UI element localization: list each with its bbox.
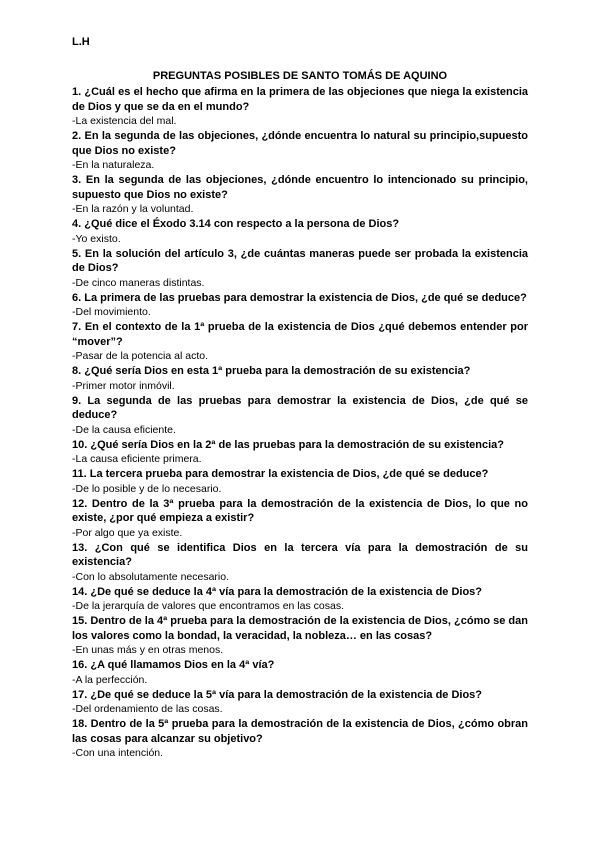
answer-text: -La causa eficiente primera. (72, 453, 202, 465)
question-text: 7. En el contexto de la 1ª prueba de la existencia de Dios ¿qué debemos entender por “mover”? (72, 321, 528, 348)
question-text: 1. ¿Cuál es el hecho que afirma en la primera de las objeciones que niega la existencia de Dios y que se da en el mundo? (72, 86, 528, 113)
qa-item (72, 717, 528, 761)
question-text: 8. ¿Qué sería Dios en esta 1ª prueba para la demostración de su existencia? (72, 365, 471, 377)
question-text: 10. ¿Qué sería Dios en la 2ª de las pruebas para la demostración de su existencia? (72, 438, 505, 451)
answer-text: -La existencia del mal. (72, 115, 177, 127)
question-text: 4. ¿Qué dice el Éxodo 3.14 con respecto a la persona de Dios? (72, 218, 400, 230)
qa-item (72, 438, 528, 468)
qa-item (72, 541, 528, 585)
qa-item (72, 320, 528, 364)
qa-item (72, 467, 528, 497)
qa-item (72, 394, 528, 438)
qa-item (72, 217, 528, 247)
answer-text: -En la naturaleza. (72, 159, 155, 171)
answer-text: -En unas más y en otras menos. (72, 644, 224, 656)
answer-text: -Del movimiento. (72, 306, 151, 318)
question-text: 11. La tercera prueba para demostrar la existencia de Dios, ¿de qué se deduce? (72, 468, 489, 480)
question-text: 18. Dentro de la 5ª prueba para la demostración de la existencia de Dios, ¿cómo obran las cosas para alcanzar su objetivo? (72, 718, 528, 745)
answer-text: -Con una intención. (72, 747, 164, 759)
question-text: 2. En la segunda de las objeciones, ¿dónde encuentra lo natural su principio,supuesto que Dios no existe? (72, 130, 528, 157)
answer-text: -A la perfección. (72, 673, 148, 686)
qa-item (72, 614, 528, 658)
qa-item (72, 173, 528, 217)
answer-text: -De lo posible y de lo necesario. (72, 482, 222, 495)
qa-item (72, 585, 528, 615)
answer-text: -De cinco maneras distintas. (72, 276, 205, 289)
question-text: 12. Dentro de la 3ª prueba para la demostración de la existencia de Dios, lo que no existe, ¿por qué empieza a existir? (72, 497, 528, 524)
author-initials: L.H (72, 36, 90, 48)
question-text: 3. En la segunda de las objeciones, ¿dónde encuentro lo intencionado su principio, supuesto que Dios no existe? (72, 174, 528, 201)
question-text: 15. Dentro de la 4ª prueba para la demostración de la existencia de Dios, ¿cómo se dan los valores como la bondad, la veracidad, la nobleza… en las cosas? (72, 615, 528, 642)
answer-text: -Pasar de la potencia al acto. (72, 350, 208, 362)
qa-item (72, 247, 528, 291)
qa-item (72, 658, 528, 688)
qa-item (72, 497, 528, 541)
question-text: 6. La primera de las pruebas para demostrar la existencia de Dios, ¿de qué se deduce? (72, 291, 527, 304)
answer-text: -Por algo que ya existe. (72, 526, 183, 539)
answer-text: -Yo existo. (72, 232, 121, 245)
qa-item (72, 129, 528, 173)
qa-item (72, 364, 528, 394)
question-text: 9. La segunda de las pruebas para demostrar la existencia de Dios, ¿de qué se deduce? (72, 394, 528, 421)
answer-text: -De la jerarquía de valores que encontramos en las cosas. (72, 600, 344, 612)
qa-item (72, 688, 528, 718)
answer-text: -En la razón y la voluntad. (72, 203, 194, 215)
question-text: 16. ¿A qué llamamos Dios en la 4ª vía? (72, 659, 275, 671)
qa-item (72, 85, 528, 129)
question-text: 14. ¿De qué se deduce la 4ª vía para la demostración de la existencia de Dios? (72, 585, 483, 598)
answer-text: -Con lo absolutamente necesario. (72, 570, 230, 583)
qa-item (72, 291, 528, 321)
question-text: 13. ¿Con qué se identifica Dios en la tercera vía para la demostración de su existencia? (72, 541, 528, 568)
answer-text: -Primer motor inmóvil. (72, 379, 175, 392)
question-text: 5. En la solución del artículo 3, ¿de cuántas maneras puede ser probada la existencia de Dios? (72, 247, 528, 274)
question-text: 17. ¿De qué se deduce la 5ª vía para la demostración de la existencia de Dios? (72, 688, 483, 701)
answer-text: -Del ordenamiento de las cosas. (72, 703, 223, 715)
qa-list (72, 85, 528, 761)
page-title: PREGUNTAS POSIBLES DE SANTO TOMÁS DE AQUINO (152, 70, 448, 82)
answer-text: -De la causa eficiente. (72, 423, 176, 436)
